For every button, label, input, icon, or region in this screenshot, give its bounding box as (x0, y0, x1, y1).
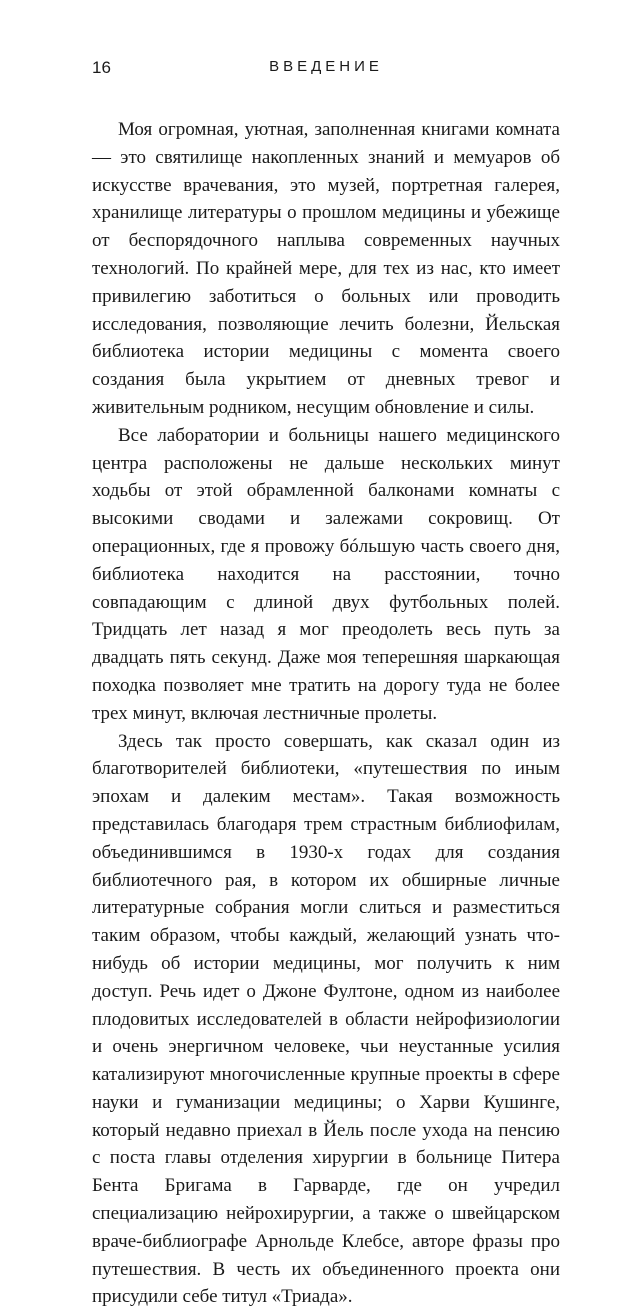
paragraph-medical-center: Все лаборатории и больницы нашего медицинского центра расположены не дальше нескольких минут ходьбы от этой обрамленной балконами комнаты с высокими сводами и залежами сокровищ. От операционных, где я провожу бóльшую часть своего дня, библиотека находится на расстоянии, точно совпадающим с длиной двух футбольных полей. Тридцать лет назад я мог преодолеть весь путь за двадцать пять секунд. Даже моя теперешняя шаркающая походка позволяет мне тратить на дорогу туда не более трех минут, включая лестничные пролеты. (92, 424, 560, 724)
paragraph-triad: Здесь так просто совершать, как сказал один из благотворителей библиотеки, «путешествия по иным эпохам и далеким местам». Такая возможность представилась благодаря трем страстным библиофилам, объединившимся в 1930-х годах для создания библиотечного рая, в котором их обширные личные литературные собрания могли слиться и разместиться таким образом, чтобы каждый, желающий узнать что-нибудь об истории медицины, мог получить к ним доступ. Речь идет о Джоне Фултоне, одном из наиболее плодовитых исследователей в области нейрофизиологии и очень энергичном человеке, чьи неустанные усилия катализируют многочисленные крупные проекты в сфере науки и гуманизации медицины; о Харви Кушинге, который недавно приехал в Йель после ухода на пенсию с поста главы отделения хирургии в больнице Питера Бента Бригама в Гарварде, где он учредил специализацию нейрохирургии, а также о швейцарском враче-библиографе Арнольде Клебсе, авторе фразы про путешествия. В честь их объединенного проекта они присудили себе титул «Триада». (92, 730, 560, 1308)
paragraph-library-room: Моя огромная, уютная, заполненная книгами комната — это святилище накопленных знаний и мемуаров об искусстве врачевания, это музей, портретная галерея, хранилище литературы о прошлом медицины и убежище от беспорядочного наплыва современных научных технологий. По крайней мере, для тех из нас, кто имеет привилегию заботиться о больных или проводить исследования, позволяющие лечить болезни, Йельская библиотека истории медицины с момента своего создания была укрытием от дневных тревог и живительным родником, несущим обновление и силы. (92, 119, 560, 418)
body-text (92, 116, 560, 1311)
chapter-title: ВВЕДЕНИЕ (269, 58, 383, 75)
running-head (92, 58, 560, 82)
page-number: 16 (92, 58, 111, 77)
